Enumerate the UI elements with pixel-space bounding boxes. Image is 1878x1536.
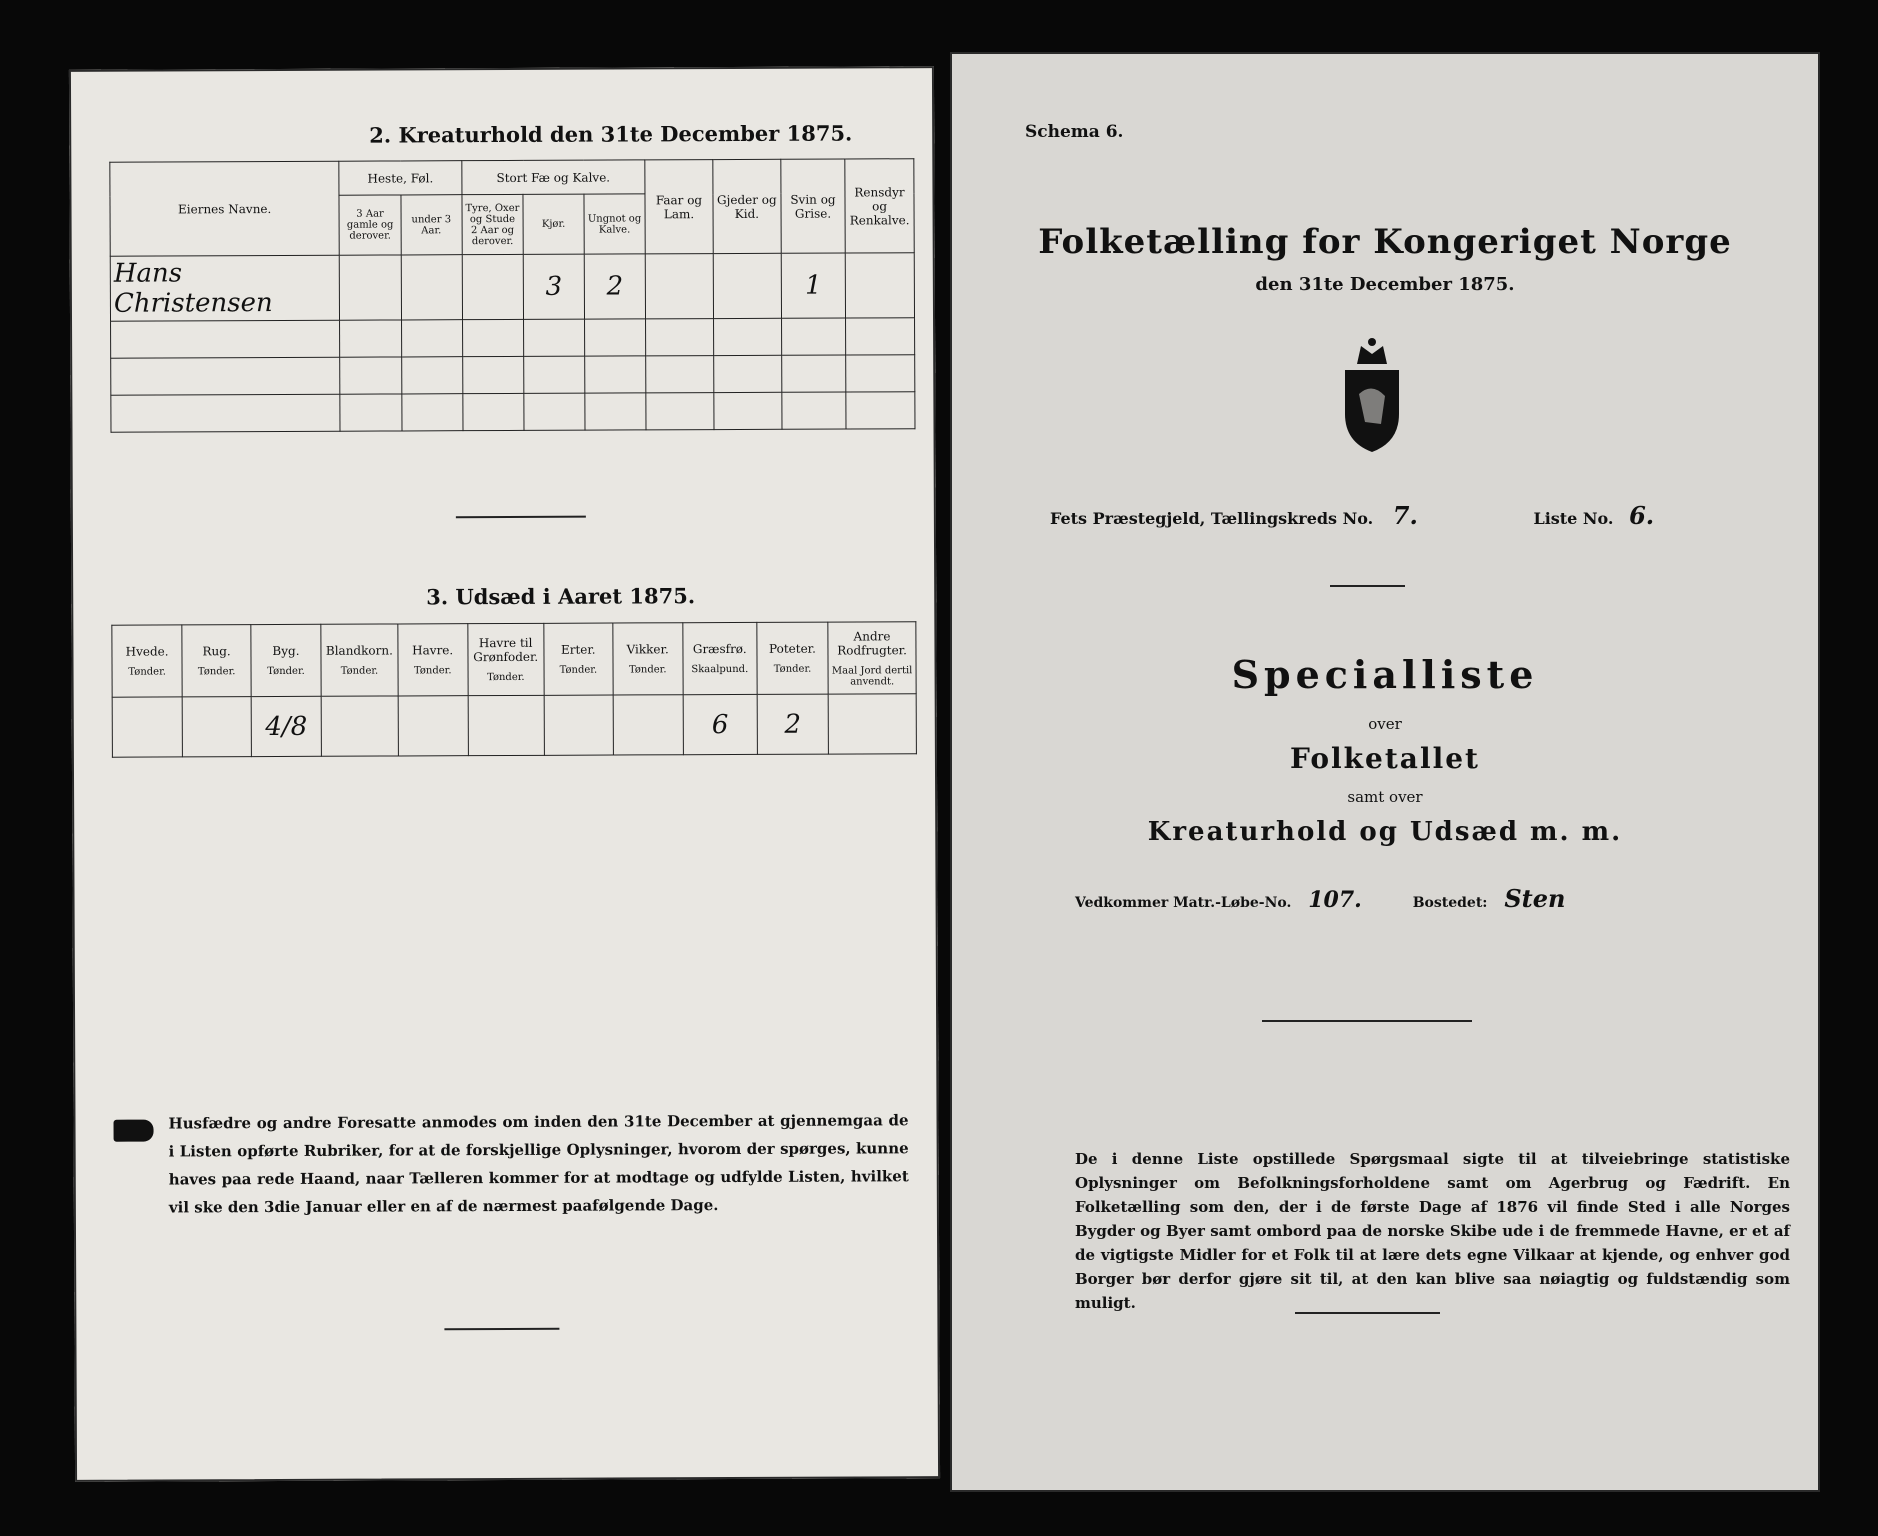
seed-header-unit: Tønder. xyxy=(773,663,812,675)
seed-header-unit: Skaalpund. xyxy=(691,663,749,676)
specialliste-title: Specialliste xyxy=(1231,652,1539,697)
seed-value xyxy=(468,695,545,755)
cows-value: 3 xyxy=(523,254,584,319)
cows-header: Kjør. xyxy=(523,194,584,254)
seed-value: 4/8 xyxy=(251,696,321,756)
list-label: Liste No. xyxy=(1533,509,1614,528)
list-value: 6. xyxy=(1629,501,1655,530)
pigs-value: 1 xyxy=(781,253,845,318)
cattle-header: Stort Fæ og Kalve. xyxy=(462,160,646,195)
folketallet-title: Folketallet xyxy=(1290,742,1480,775)
seed-header xyxy=(251,624,321,696)
seed-header xyxy=(398,624,468,696)
seed-header-name: Rug. xyxy=(202,644,231,659)
seed-header-name: Blandkorn. xyxy=(325,643,393,658)
kreaturhold-title: Kreaturhold og Udsæd m. m. xyxy=(1147,817,1623,847)
pointing-hand-icon xyxy=(114,1120,154,1142)
section2-title: 2. Kreaturhold den 31te December 1875. xyxy=(369,120,853,148)
seed-header xyxy=(182,625,251,697)
seed-header xyxy=(683,622,757,694)
seed-header xyxy=(321,624,398,696)
matr-value: 107. xyxy=(1308,887,1362,913)
seed-header-unit: Tønder. xyxy=(628,664,667,676)
seed-header xyxy=(544,623,613,695)
schema-label: Schema 6. xyxy=(1025,122,1124,142)
seed-header-unit: Tønder. xyxy=(340,665,379,677)
livestock-table xyxy=(109,158,915,433)
seed-value xyxy=(112,697,183,757)
seed-header-unit: Maal Jord dertil anvendt. xyxy=(831,664,913,687)
seed-header-unit: Tønder. xyxy=(413,665,452,677)
seed-header-unit: Tønder. xyxy=(128,666,166,678)
pigs-header: Svin og Grise. xyxy=(781,159,846,253)
left-page xyxy=(69,66,940,1482)
seed-header xyxy=(467,623,544,695)
seed-table xyxy=(111,621,917,758)
seed-header-unit: Tønder. xyxy=(487,671,525,684)
main-title: Folketælling for Kongeriget Norge xyxy=(1038,222,1732,262)
notice-text: Husfædre og andre Foresatte anmodes om inden den 31te December at gjennemgaa de i Listen opførte Rubriker, for at de forskjellige Oplysninger, hvorom der spørges, kunne haves paa rede Haand, naar Tælleren kommer for at modtage og udfylde Listen, hvilket vil ske den 3die Januar eller en af de nærmest paafølgende Dage. xyxy=(168,1111,909,1217)
seed-value xyxy=(544,695,613,755)
seed-header-name: Byg. xyxy=(272,643,300,659)
seed-value xyxy=(182,697,251,757)
seed-value xyxy=(398,696,468,756)
parish-label: Fets Præstegjeld, xyxy=(1050,509,1206,528)
seed-header-name: Havre. xyxy=(412,643,454,658)
section3-title: 3. Udsæd i Aaret 1875. xyxy=(426,583,696,610)
district-value: 7. xyxy=(1392,501,1418,530)
seed-header-name: Græsfrø. xyxy=(692,641,747,657)
district-label: Tællingskreds No. xyxy=(1210,509,1374,528)
mid-rule xyxy=(1262,1020,1472,1022)
seed-header-name: Erter. xyxy=(560,642,596,657)
seed-header-name: Poteter. xyxy=(768,641,816,656)
seed-header-unit: Tønder. xyxy=(197,666,236,678)
right-page xyxy=(950,52,1820,1492)
separator-rule xyxy=(456,516,586,519)
seed-header-name: Andre Rodfrugter. xyxy=(837,628,907,658)
seed-header-name: Hvede. xyxy=(125,644,169,659)
seed-header-unit: Tønder. xyxy=(559,664,598,676)
bulls-header: Tyre, Oxer og Stude 2 Aar og derover. xyxy=(462,194,524,254)
date-line: den 31te December 1875. xyxy=(1255,274,1515,295)
seed-value: 6 xyxy=(683,694,757,754)
reindeer-header: Rensdyr og Renkalve. xyxy=(845,159,914,253)
young-cattle-header: Ungnot og Kalve. xyxy=(584,194,646,254)
footer-rule xyxy=(1295,1312,1440,1314)
owner-header: Eiernes Navne. xyxy=(110,161,340,256)
matr-line xyxy=(1075,884,1565,913)
parish-line xyxy=(1050,501,1654,530)
title-rule xyxy=(1330,585,1405,587)
bosted-value: Sten xyxy=(1504,884,1566,913)
seed-header xyxy=(613,623,683,695)
seed-value xyxy=(613,695,683,755)
horses-under3-header: under 3 Aar. xyxy=(401,195,462,255)
bottom-rule xyxy=(444,1328,559,1330)
seed-header-name: Havre til Grønfoder. xyxy=(473,635,539,665)
owner-name: Hans Christensen xyxy=(110,255,340,321)
horses-3up-header: 3 Aar gamle og derover. xyxy=(339,195,401,255)
seed-value: 2 xyxy=(757,694,829,754)
seed-value xyxy=(321,696,398,756)
matr-label: Vedkommer Matr.-Løbe-No. xyxy=(1075,895,1292,911)
horses-header: Heste, Føl. xyxy=(339,161,462,196)
seed-value xyxy=(828,694,916,754)
goats-header: Gjeder og Kid. xyxy=(713,159,782,253)
seed-header xyxy=(112,625,183,697)
seed-header-unit: Tønder. xyxy=(267,665,305,678)
coat-of-arms-icon xyxy=(1335,334,1410,454)
samt-over-text: samt over xyxy=(1347,788,1423,806)
footer-text: De i denne Liste opstillede Spørgsmaal sigte til at tilveiebringe statistiske Oplysninger om Befolkningsforholdene samt om Agerbrug og Fædrift. En Folketælling som den, der i de første Dage af 1876 vil finde Sted i alle Norges Bygder og Byer samt ombord paa de norske Skibe ude i de fremmede Havne, er et af de vigtigste Midler for et Folk til at lære dets egne Vilkaar at kjende, og enhver god Borger bør derfor gjøre sit til, at den kan blive saa nøiagtig og fuldstændig som muligt. xyxy=(1075,1150,1790,1312)
seed-header xyxy=(828,622,916,694)
seed-header-name: Vikker. xyxy=(626,642,669,657)
bosted-label: Bostedet: xyxy=(1412,895,1488,911)
over-text-1: over xyxy=(1368,715,1402,733)
young-cattle-value: 2 xyxy=(584,254,646,319)
sheep-header: Faar og Lam. xyxy=(645,160,713,254)
seed-header xyxy=(757,622,829,694)
